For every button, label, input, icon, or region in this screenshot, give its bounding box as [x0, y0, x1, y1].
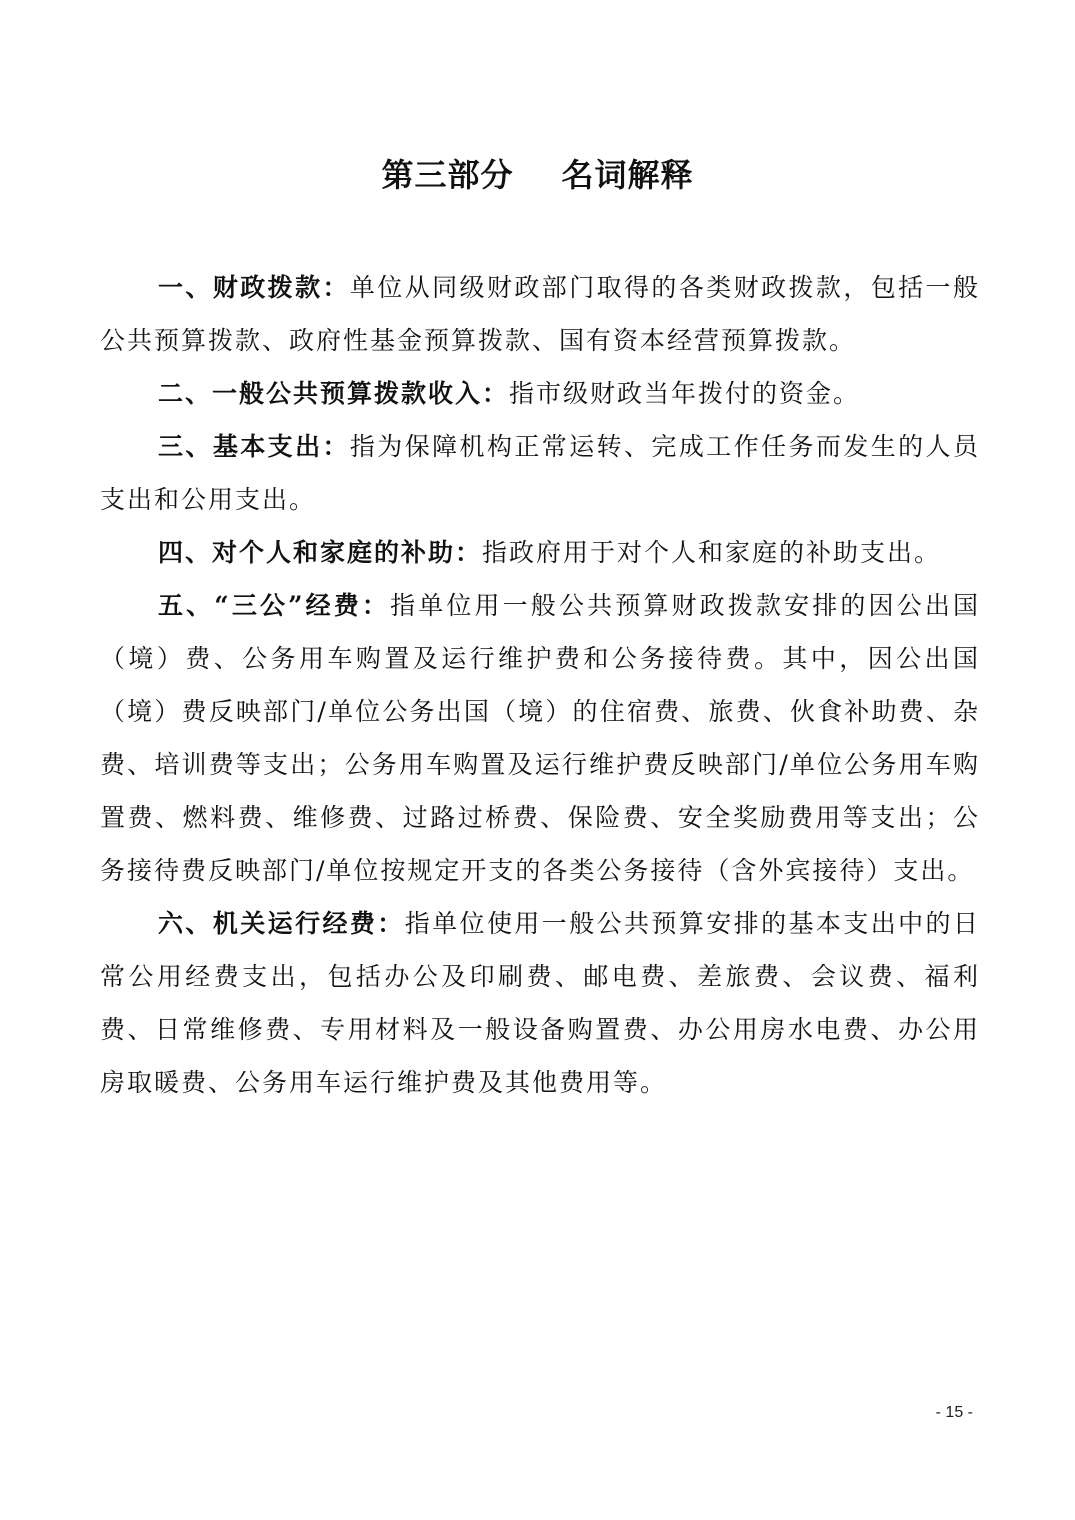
glossary-body [100, 261, 980, 1109]
glossary-definition: 指为保障机构正常运转、完成工作任务而发生的人员支出和公用支出。 [100, 432, 980, 514]
glossary-term: 一、财政拨款： [158, 273, 350, 302]
glossary-term: 二、一般公共预算拨款收入： [158, 379, 510, 408]
glossary-term: 三、基本支出： [158, 432, 350, 461]
glossary-term: 六、机关运行经费： [158, 909, 405, 938]
section-name-label: 名词解释 [561, 156, 694, 194]
glossary-entry [100, 897, 980, 1109]
glossary-entry [100, 420, 980, 526]
glossary-entry [100, 261, 980, 367]
glossary-entry [100, 526, 980, 579]
section-title [0, 150, 1075, 196]
glossary-definition: 指政府用于对个人和家庭的补助支出。 [482, 538, 942, 567]
glossary-entry [100, 579, 980, 897]
glossary-term: 四、对个人和家庭的补助： [158, 538, 483, 567]
glossary-term: 五、“三公”经费： [158, 591, 391, 620]
glossary-definition: 单位从同级财政部门取得的各类财政拨款，包括一般公共预算拨款、政府性基金预算拨款、国有资本经营预算拨款。 [100, 273, 980, 355]
page-number: - 15 - [935, 1404, 973, 1421]
glossary-definition: 指单位使用一般公共预算安排的基本支出中的日常公用经费支出，包括办公及印刷费、邮电费、差旅费、会议费、福利费、日常维修费、专用材料及一般设备购置费、办公用房水电费、办公用房取暖费、公务用车运行维护费及其他费用等。 [100, 909, 980, 1097]
section-part-label: 第三部分 [381, 156, 514, 194]
glossary-entry [100, 367, 980, 420]
glossary-definition: 指市级财政当年拨付的资金。 [509, 379, 861, 408]
glossary-definition: 指单位用一般公共预算财政拨款安排的因公出国（境）费、公务用车购置及运行维护费和公务接待费。其中，因公出国（境）费反映部门/单位公务出国（境）的住宿费、旅费、伙食补助费、杂费、培训费等支出；公务用车购置及运行维护费反映部门/单位公务用车购置费、燃料费、维修费、过路过桥费、保险费、安全奖励费用等支出；公务接待费反映部门/单位按规定开支的各类公务接待（含外宾接待）支出。 [100, 591, 980, 885]
